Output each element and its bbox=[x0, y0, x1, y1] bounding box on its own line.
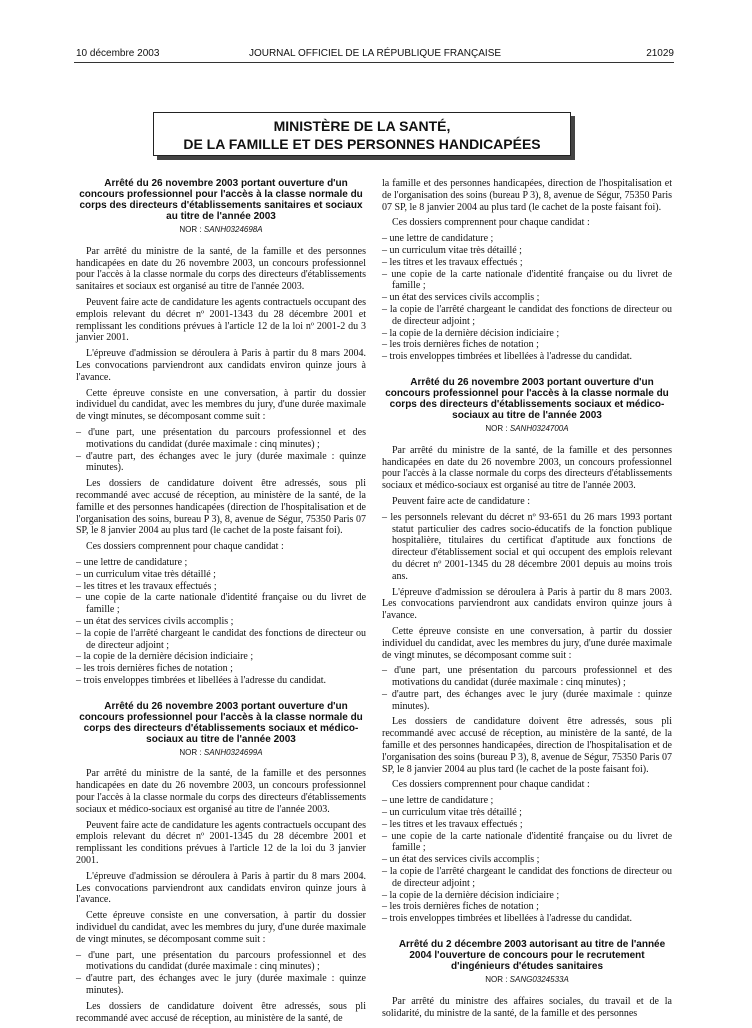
paragraph: Cette épreuve consiste en une conversation, à partir du dossier individuel du candidat, avec les membres du jury, d'une durée maximale de vingt minutes, se décomposant comme suit : bbox=[382, 625, 672, 661]
exam-list bbox=[76, 427, 366, 474]
article-4 bbox=[382, 939, 672, 1019]
right-column bbox=[382, 178, 672, 1023]
list-item: – d'une part, une présentation du parcours professionnel et des motivations du candidat (durée maximale : cinq minutes) ; bbox=[76, 427, 366, 451]
list-item: – trois enveloppes timbrées et libellées à l'adresse du candidat. bbox=[382, 913, 672, 925]
list-item: – un curriculum vitae très détaillé ; bbox=[382, 245, 672, 257]
list-item: – d'autre part, des échanges avec le jury (durée maximale : quinze minutes). bbox=[76, 973, 366, 997]
list-item: – une lettre de candidature ; bbox=[382, 233, 672, 245]
list-item: – les trois dernières fiches de notation ; bbox=[382, 901, 672, 913]
header-date: 10 décembre 2003 bbox=[76, 48, 160, 59]
list-item: – d'autre part, des échanges avec le jury (durée maximale : quinze minutes). bbox=[76, 451, 366, 475]
dossier-list bbox=[382, 233, 672, 363]
list-item: – un curriculum vitae très détaillé ; bbox=[76, 569, 366, 581]
nor-reference: NOR : SANH0324699A bbox=[179, 747, 263, 757]
list-item: – la copie de la dernière décision indiciaire ; bbox=[382, 890, 672, 902]
paragraph: L'épreuve d'admission se déroulera à Paris à partir du 8 mars 2003. Les convocations parviendront aux candidats environ quinze jours à l'avance. bbox=[382, 586, 672, 622]
page-header bbox=[76, 45, 674, 63]
paragraph: Cette épreuve consiste en une conversation, à partir du dossier individuel du candidat, avec les membres du jury, d'une durée maximale de vingt minutes, se décomposant comme suit : bbox=[76, 387, 366, 423]
list-item: – la copie de l'arrêté chargeant le candidat des fonctions de directeur ou de directeur adjoint ; bbox=[76, 628, 366, 652]
paragraph: Ces dossiers comprennent pour chaque candidat : bbox=[86, 541, 284, 553]
paragraph: Peuvent faire acte de candidature : bbox=[392, 495, 530, 507]
paragraph: Les dossiers de candidature doivent être adressés, sous pli recommandé avec accusé de réception, au ministère de la santé, de bbox=[76, 1000, 366, 1024]
list-item: – une lettre de candidature ; bbox=[76, 557, 366, 569]
list-item: – les trois dernières fiches de notation ; bbox=[382, 339, 672, 351]
list-item: – un état des services civils accomplis ; bbox=[382, 292, 672, 304]
list-item: – une copie de la carte nationale d'identité française ou du livret de famille ; bbox=[382, 269, 672, 293]
article-title: Arrêté du 26 novembre 2003 portant ouverture d'un concours professionnel pour l'accès à la classe normale du corps des directeurs d'établissements sociaux et médico-sociaux au titre de l'année 2003 bbox=[385, 376, 669, 421]
list-item: – trois enveloppes timbrées et libellées à l'adresse du candidat. bbox=[382, 351, 672, 363]
list-item: – un état des services civils accomplis ; bbox=[76, 616, 366, 628]
article-title: Arrêté du 26 novembre 2003 portant ouverture d'un concours professionnel pour l'accès à la classe normale du corps des directeurs d'établissements sanitaires et sociaux au titre de l'année 2003 bbox=[79, 178, 363, 222]
ministry-line-1: MINISTÈRE DE LA SANTÉ, bbox=[273, 118, 451, 134]
list-item: – les trois dernières fiches de notation ; bbox=[76, 663, 366, 675]
list-item: – les personnels relevant du décret nº 93-651 du 26 mars 1993 portant statut particulier des cadres socio-éducatifs de la fonction publique hospitalière, titulaires du certificat d'aptitude aux fonctions de directeur d'établissement social et qui occupent des emplois relevant du décret nº 2001-1345 du 28 décembre 2001 depuis au moins trois ans. bbox=[382, 512, 672, 583]
ministry-line-2: DE LA FAMILLE ET DES PERSONNES HANDICAPÉES bbox=[183, 136, 541, 152]
paragraph: L'épreuve d'admission se déroulera à Paris à partir du 8 mars 2004. Les convocations parviendront aux candidats environ quinze jours à l'avance. bbox=[76, 348, 366, 383]
dossier-list bbox=[76, 557, 366, 687]
paragraph: Par arrêté du ministre de la santé, de la famille et des personnes handicapées en date du 26 novembre 2003, un concours professionnel pour l'accès à la classe normale du corps des directeurs d'établissements sociaux et médico-sociaux est organisé au titre de l'année 2003. bbox=[382, 444, 672, 492]
nor-reference: NOR : SANG0324533A bbox=[485, 975, 569, 985]
article-title: Arrêté du 26 novembre 2003 portant ouverture d'un concours professionnel pour l'accès à la classe normale du corps des directeurs d'établissements sociaux et médico-sociaux au titre de l'année 2003 bbox=[79, 700, 363, 745]
nor-reference: NOR : SANH0324700A bbox=[485, 423, 569, 433]
paragraph: Par arrêté du ministre des affaires sociales, du travail et de la solidarité, du ministre de la santé, de la famille et des personnes bbox=[382, 995, 672, 1019]
article-1 bbox=[76, 178, 366, 687]
list-item: – un curriculum vitae très détaillé ; bbox=[382, 807, 672, 819]
list-item: – d'une part, une présentation du parcours professionnel et des motivations du candidat (durée maximale : cinq minutes) ; bbox=[382, 665, 672, 689]
list-item: – une lettre de candidature ; bbox=[382, 795, 672, 807]
list-item: – la copie de la dernière décision indiciaire ; bbox=[382, 328, 672, 340]
list-item: – les titres et les travaux effectués ; bbox=[76, 581, 366, 593]
paragraph: Par arrêté du ministre de la santé, de la famille et des personnes handicapées en date du 26 novembre 2003, un concours professionnel pour l'accès à la classe normale du corps des directeurs d'établissements sanitaires et sociaux est organisé au titre de l'année 2003. bbox=[76, 245, 366, 293]
paragraph: L'épreuve d'admission se déroulera à Paris à partir du 8 mars 2004. Les convocations parviendront aux candidats environ quinze jours à l'avance. bbox=[76, 870, 366, 906]
header-rule bbox=[74, 62, 674, 63]
list-item: – la copie de l'arrêté chargeant le candidat des fonctions de directeur ou de directeur adjoint ; bbox=[382, 866, 672, 890]
paragraph: Les dossiers de candidature doivent être adressés, sous pli recommandé avec accusé de réception, au ministère de la santé, de la famille et des personnes handicapées, direction de l'hospitalisation et de l'organisation des soins (bureau P 3), 8, avenue de Ségur, 75350 Paris 07 SP, le 8 janvier 2004 au plus tard (le cachet de la poste faisant foi). bbox=[382, 716, 672, 775]
list-item: – la copie de la dernière décision indiciaire ; bbox=[76, 651, 366, 663]
ministry-box bbox=[153, 112, 571, 156]
list-item: – les titres et les travaux effectués ; bbox=[382, 819, 672, 831]
article-3 bbox=[382, 377, 672, 925]
list-item: – d'une part, une présentation du parcours professionnel et des motivations du candidat (durée maximale : cinq minutes) ; bbox=[76, 950, 366, 974]
dossier-list bbox=[382, 795, 672, 925]
paragraph: Ces dossiers comprennent pour chaque candidat : bbox=[392, 779, 590, 791]
nor-reference: NOR : SANH0324698A bbox=[179, 225, 263, 234]
paragraph: Cette épreuve consiste en une conversation, à partir du dossier individuel du candidat, avec les membres du jury, d'une durée maximale de vingt minutes, se décomposant comme suit : bbox=[76, 910, 366, 945]
paragraph: Peuvent faire acte de candidature les agents contractuels occupant des emplois relevant du décret nº 2001-1345 du 28 décembre 2001 et remplissant les conditions prévues à l'article 12 de la loi du 3 janvier 2001. bbox=[76, 819, 366, 867]
paragraph: Ces dossiers comprennent pour chaque candidat : bbox=[392, 217, 590, 229]
header-page-number: 21029 bbox=[646, 48, 674, 59]
list-item: – d'autre part, des échanges avec le jury (durée maximale : quinze minutes). bbox=[382, 689, 672, 713]
list-item: – une copie de la carte nationale d'identité française ou du livret de famille ; bbox=[382, 831, 672, 855]
left-column bbox=[76, 178, 366, 1028]
paragraph-continued: la famille et des personnes handicapées, direction de l'hospitalisation et de l'organisation des soins (bureau P 3), 8, avenue de Ségur, 75350 Paris 07 SP, le 8 janvier 2004 au plus tard (le cachet de la poste faisant foi). bbox=[382, 178, 672, 213]
paragraph: Par arrêté du ministre de la santé, de la famille et des personnes handicapées en date du 26 novembre 2003, un concours professionnel pour l'accès à la classe normale du corps des directeurs d'établissements sociaux et médico-sociaux est organisé au titre de l'année 2003. bbox=[76, 768, 366, 815]
eligibility-list bbox=[382, 512, 672, 583]
list-item: – trois enveloppes timbrées et libellées à l'adresse du candidat. bbox=[76, 675, 366, 687]
list-item: – la copie de l'arrêté chargeant le candidat des fonctions de directeur ou de directeur adjoint ; bbox=[382, 304, 672, 328]
list-item: – une copie de la carte nationale d'identité française ou du livret de famille ; bbox=[76, 592, 366, 616]
paragraph: Peuvent faire acte de candidature les agents contractuels occupant des emplois relevant du décret nº 2001-1343 du 28 décembre 2001 et remplissant les conditions prévues à l'article 12 de la loi nº 2001-2 du 3 janvier 2001. bbox=[76, 296, 366, 344]
header-journal-title: JOURNAL OFFICIEL DE LA RÉPUBLIQUE FRANÇAISE bbox=[248, 48, 502, 59]
paragraph: Les dossiers de candidature doivent être adressés, sous pli recommandé avec accusé de réception, au ministère de la santé, de la famille et des personnes handicapées (direction de l'hospitalisation et de l'organisation des soins, bureau P 3), 8, avenue de Ségur, 75350 Paris 07 SP, le 8 janvier 2004 au plus tard (le cachet de la poste faisant foi). bbox=[76, 478, 366, 537]
article-title: Arrêté du 2 décembre 2003 autorisant au titre de l'année 2004 l'ouverture de concours pour le recrutement d'ingénieurs d'études sanitaires bbox=[398, 939, 666, 973]
list-item: – un état des services civils accomplis ; bbox=[382, 854, 672, 866]
article-2 bbox=[76, 701, 366, 1025]
list-item: – les titres et les travaux effectués ; bbox=[382, 257, 672, 269]
exam-list bbox=[382, 665, 672, 712]
